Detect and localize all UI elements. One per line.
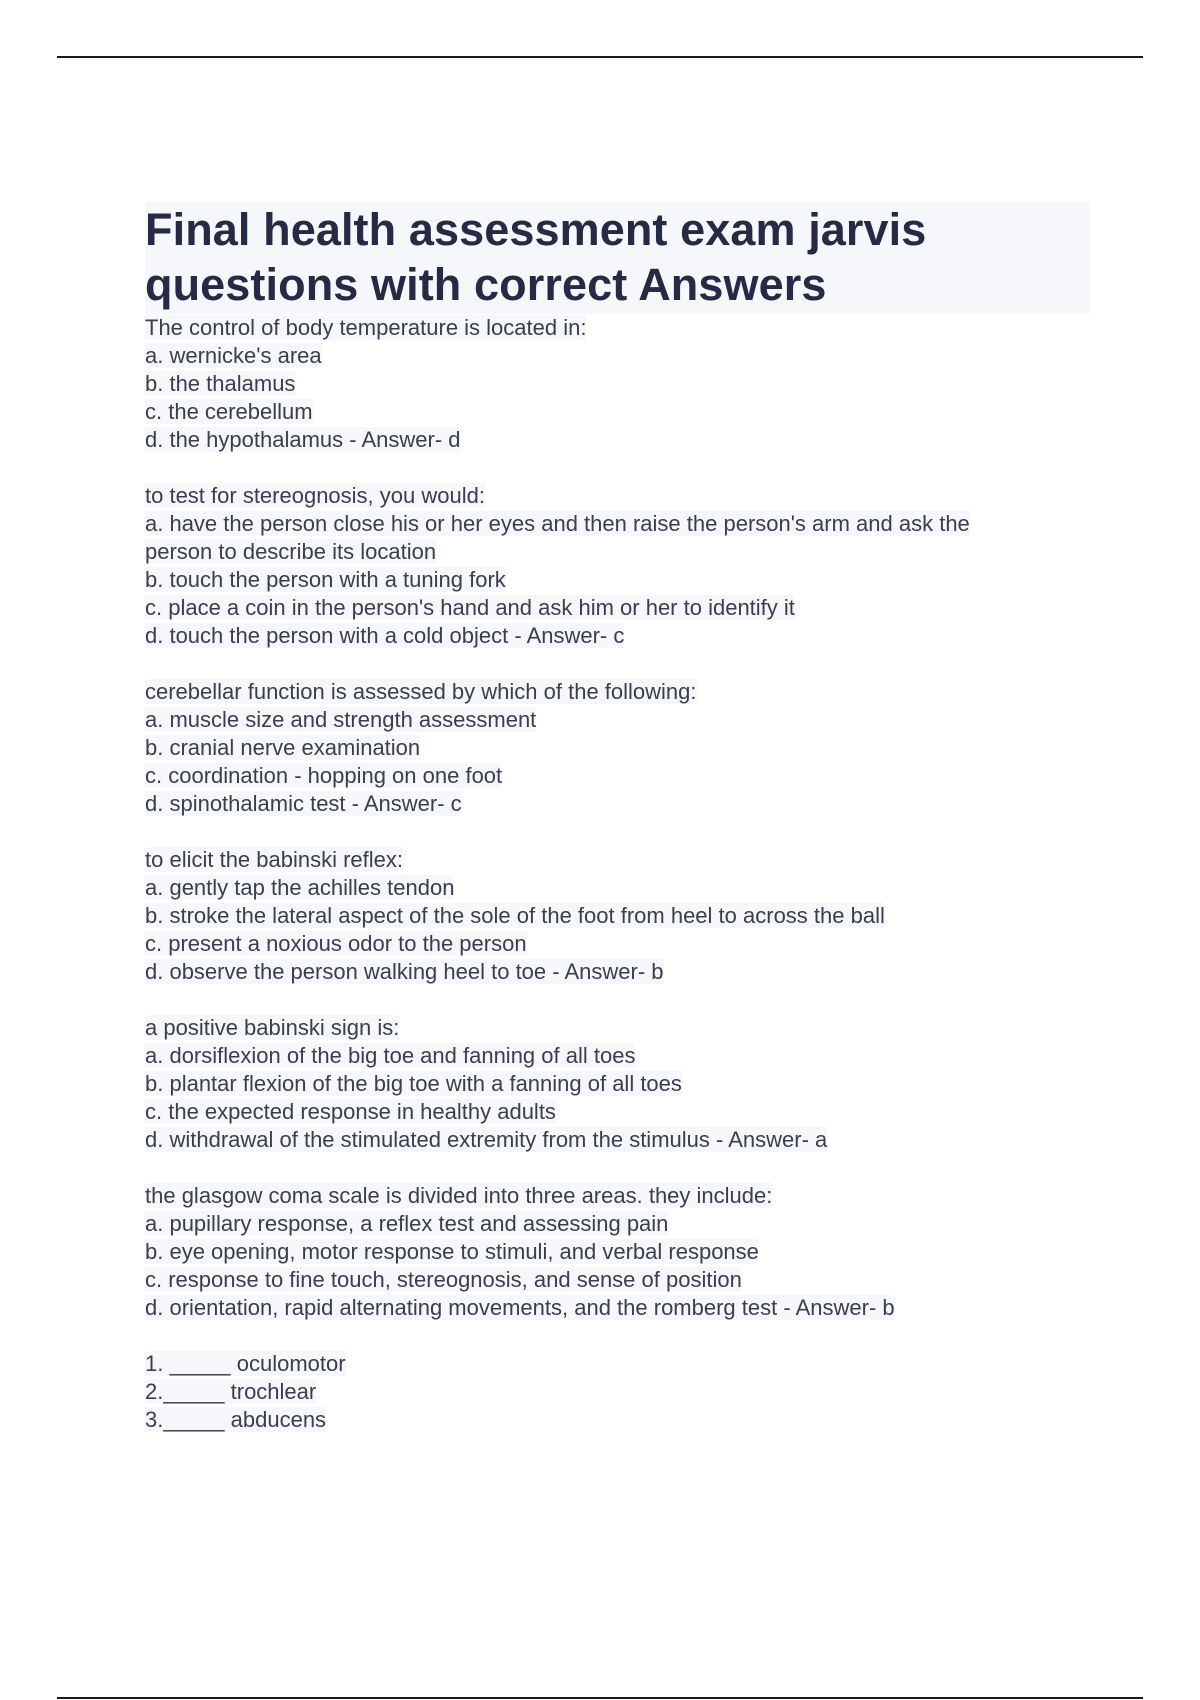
option-b: b. the thalamus — [145, 371, 296, 396]
question-4 — [145, 846, 1090, 986]
question-text: cerebellar function is assessed by which of the following: — [145, 679, 697, 704]
option-d-answer: d. withdrawal of the stimulated extremity from the stimulus - Answer- a — [145, 1127, 828, 1152]
option-c: c. coordination - hopping on one foot — [145, 763, 503, 788]
option-a: a. wernicke's area — [145, 343, 322, 368]
option-a: a. dorsiflexion of the big toe and fanning of all toes — [145, 1043, 636, 1068]
option-c: c. the cerebellum — [145, 399, 313, 424]
option-a: a. gently tap the achilles tendon — [145, 875, 455, 900]
option-b: b. plantar flexion of the big toe with a fanning of all toes — [145, 1071, 682, 1096]
option-c: c. the expected response in healthy adults — [145, 1099, 556, 1124]
question-text: The control of body temperature is located in: — [145, 315, 587, 340]
option-a: a. have the person close his or her eyes and then raise the person's arm and ask the — [145, 511, 970, 536]
option-d-answer: d. observe the person walking heel to toe - Answer- b — [145, 959, 664, 984]
option-d-answer: d. touch the person with a cold object - Answer- c — [145, 623, 625, 648]
option-d-answer: d. spinothalamic test - Answer- c — [145, 791, 462, 816]
top-rule — [57, 56, 1143, 58]
option-c: c. place a coin in the person's hand and ask him or her to identify it — [145, 595, 795, 620]
option-c: c. present a noxious odor to the person — [145, 931, 527, 956]
option-a: a. muscle size and strength assessment — [145, 707, 537, 732]
option-d-answer: d. the hypothalamus - Answer- d — [145, 427, 461, 452]
question-7 — [145, 1350, 1090, 1434]
option-b: b. eye opening, motor response to stimuli, and verbal response — [145, 1239, 759, 1264]
option-b: b. cranial nerve examination — [145, 735, 421, 760]
title-line-1: Final health assessment exam jarvis — [145, 204, 927, 255]
option-a: a. pupillary response, a reflex test and assessing pain — [145, 1211, 669, 1236]
option-c: c. response to fine touch, stereognosis, and sense of position — [145, 1267, 742, 1292]
question-text: to test for stereognosis, you would: — [145, 483, 485, 508]
option-b: b. stroke the lateral aspect of the sole of the foot from heel to across the ball — [145, 903, 885, 928]
question-6 — [145, 1182, 1090, 1322]
option-b: b. touch the person with a tuning fork — [145, 567, 506, 592]
document-title — [145, 202, 1090, 314]
blank-item-1: 1. _____ oculomotor — [145, 1351, 346, 1376]
question-text: the glasgow coma scale is divided into three areas. they include: — [145, 1183, 773, 1208]
title-line-2: questions with correct Answers — [145, 259, 827, 310]
document-body — [145, 202, 1090, 1462]
question-3 — [145, 678, 1090, 818]
question-text: to elicit the babinski reflex: — [145, 847, 404, 872]
question-1 — [145, 314, 1090, 454]
blank-item-2: 2._____ trochlear — [145, 1379, 317, 1404]
bottom-rule — [57, 1697, 1143, 1699]
question-2 — [145, 482, 1090, 650]
blank-item-3: 3._____ abducens — [145, 1407, 327, 1432]
question-text: a positive babinski sign is: — [145, 1015, 400, 1040]
option-a-continued: person to describe its location — [145, 539, 437, 564]
option-d-answer: d. orientation, rapid alternating movements, and the romberg test - Answer- b — [145, 1295, 895, 1320]
question-5 — [145, 1014, 1090, 1154]
